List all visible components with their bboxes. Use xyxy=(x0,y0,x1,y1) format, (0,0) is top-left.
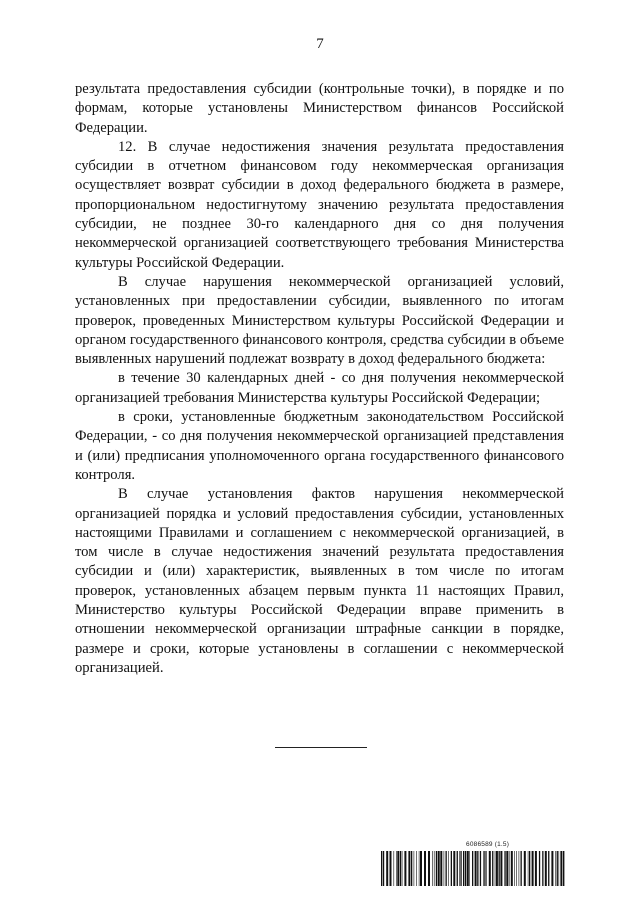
barcode-bar xyxy=(404,851,406,886)
barcode-bar xyxy=(383,851,384,886)
barcode-bar xyxy=(519,851,520,886)
barcode-bar xyxy=(560,851,562,886)
barcode-bar xyxy=(548,851,549,886)
barcode-image xyxy=(381,851,565,886)
barcode-bar xyxy=(396,851,397,886)
barcode-bar xyxy=(402,851,403,886)
paragraph: В случае нарушения некоммерческой организацией условий, установленных при предоставлении субсидии, выявленного по итогам проверок, проведенных Министерством культуры Российской Федерации и органом государственного финансового контроля, средства субсидии в объеме выявленных нарушений подлежат возврату в доход федерального бюджета: xyxy=(75,273,564,368)
barcode-bar xyxy=(472,851,473,886)
barcode-bar xyxy=(420,851,422,886)
barcode-bar xyxy=(446,851,447,886)
barcode-bar xyxy=(559,851,560,886)
barcode-bar xyxy=(511,851,513,886)
barcode-bar xyxy=(486,851,487,886)
barcode-bar xyxy=(499,851,500,886)
barcode-bar xyxy=(480,851,481,886)
barcode-bar xyxy=(419,851,420,886)
paragraph: в течение 30 календарных дней - со дня получения некоммерческой организацией требования Министерства культуры Российской Федерации; xyxy=(75,370,564,406)
paragraph: в сроки, установленные бюджетным законодательством Российской Федерации, - со дня получения некоммерческой организацией представления и (или) предписания уполномоченного органа государственного финансового контроля. xyxy=(75,409,564,483)
barcode-bar xyxy=(457,851,458,886)
barcode-bar xyxy=(542,851,543,886)
barcode-bar xyxy=(557,851,558,886)
barcode-bar xyxy=(532,851,534,886)
barcode-bar xyxy=(394,851,395,886)
barcode-bar xyxy=(448,851,449,886)
barcode-bar xyxy=(521,851,522,886)
barcode-bar xyxy=(465,851,466,886)
barcode-bar xyxy=(484,851,485,886)
barcode-bar xyxy=(469,851,470,886)
barcode-bar xyxy=(506,851,508,886)
barcode-bar xyxy=(444,851,445,886)
barcode-bar xyxy=(440,851,442,886)
barcode-bar xyxy=(400,851,401,886)
page-number: 7 xyxy=(316,36,324,52)
barcode-bar xyxy=(516,851,517,886)
separator-line xyxy=(275,747,367,748)
barcode-bar xyxy=(453,851,455,886)
paragraph: В случае установления фактов нарушения некоммерческой организацией порядка и условий предоставления субсидии, установленных настоящими Правилами и соглашением с некоммерческой организацией, в том числе в случае недостижения значений результата предоставления субсидии и (или) характеристик, выявленных в том числе по итогам проверок, установленных абзацем первым пункта 11 настоящих Правил, Министерство культуры Российской Федерации вправе применить в отношении некоммерческой организации штрафные санкции в порядке, размере и сроки, которые установлены в соглашении с некоммерческой организацией. xyxy=(75,486,564,676)
barcode-bar xyxy=(397,851,399,886)
barcode-bar xyxy=(460,851,461,886)
paragraph: 12. В случае недостижения значения результата предоставления субсидии в отчетном финансовом году некоммерческая организация осуществляет возврат субсидии в доход федерального бюджета в размере, пропорциональном недостигнутому значению результата предоставления субсидии, не позднее 30-го календарного дня со дня получения некоммерческой организацией соответствующего требования Министерства культуры Российской Федерации. xyxy=(75,138,564,271)
barcode-bar xyxy=(477,851,478,886)
barcode-bar xyxy=(535,851,537,886)
barcode-bar xyxy=(438,851,440,886)
barcode-bar xyxy=(514,851,515,886)
barcode-bar xyxy=(411,851,412,886)
barcode-bar xyxy=(555,851,556,886)
barcode-bar xyxy=(500,851,502,886)
barcode-bar xyxy=(504,851,505,886)
barcode-bar xyxy=(432,851,433,886)
barcode-bar xyxy=(496,851,498,886)
barcode-bar xyxy=(424,851,426,886)
document-code: 6086589 (1.5) xyxy=(466,841,510,848)
barcode-bar xyxy=(495,851,496,886)
barcode-bar xyxy=(386,851,388,886)
barcode-bar xyxy=(428,851,430,886)
barcode-bar xyxy=(529,851,530,886)
barcode-bar xyxy=(528,851,529,886)
barcode-bar xyxy=(539,851,540,886)
barcode-bar xyxy=(451,851,452,886)
barcode-bar xyxy=(390,851,392,886)
barcode-bar xyxy=(475,851,477,886)
paragraph: результата предоставления субсидии (контрольные точки), в порядке и по формам, которые установлены Министерством финансов Российской Федерации. xyxy=(75,81,564,136)
barcode-bar xyxy=(492,851,493,886)
barcode-bar xyxy=(434,851,435,886)
barcode-bar xyxy=(436,851,437,886)
barcode-bar xyxy=(381,851,382,886)
barcode-bar xyxy=(463,851,464,886)
barcode-bar xyxy=(545,851,547,886)
barcode-bar xyxy=(524,851,526,886)
barcode-bar xyxy=(416,851,417,886)
barcode-bar xyxy=(483,851,484,886)
document-body xyxy=(75,80,564,678)
barcode-bar xyxy=(467,851,469,886)
barcode-bar xyxy=(408,851,410,886)
barcode-bar xyxy=(551,851,553,886)
barcode-bar xyxy=(414,851,415,886)
barcode-bar xyxy=(509,851,510,886)
barcode-bar xyxy=(489,851,491,886)
barcode-bar xyxy=(563,851,564,886)
barcode-bar xyxy=(459,851,460,886)
